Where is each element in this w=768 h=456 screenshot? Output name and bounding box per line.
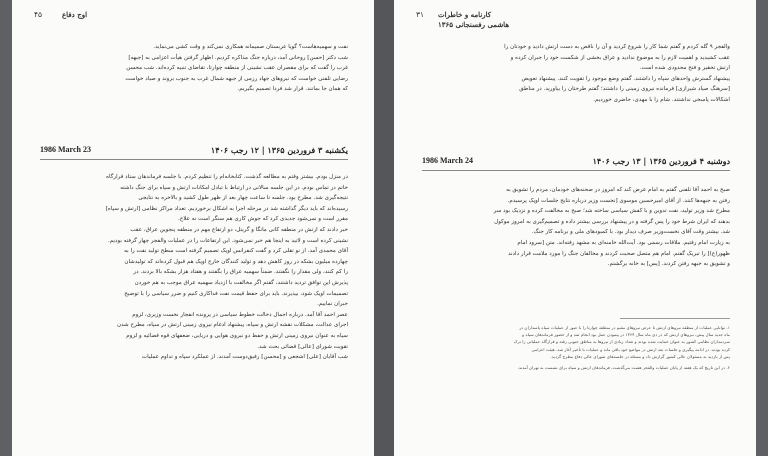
footnote-line: ۲. در این تاریخ که یک هفته از پایان عملیات والفجر هشت می‌گذشت، فرماندهان ارتش و سپاه برای نشست به تهران آمدند. [517, 364, 730, 370]
text-line: را کم کنند، ولی مقدار را نگفتند. ضمناً سهمیه عراق را بگفتند و هفتاد هزار بشکه بالا بردند. در [133, 269, 348, 276]
text-line: مطرح شد وزیر تولید، نفت تدوین و با کفش سیاسی ساخته شد؛ صبح به مخالفت کرده و نزدیک بود سر [493, 208, 730, 215]
left-page-number: ۴۵ [34, 10, 43, 19]
text-line: عصر احمد آقا آمد. درباره اجمال دخالت خطوط سیاسی در پرونده انفجار نخست وزیری، لزوم [132, 311, 348, 318]
text-line: پیشنهاد گسترش واحدهای سپاه را داشتند. گفتم وضع موجود را تقویت کنند. پیشنهاد تعویض [521, 75, 730, 82]
left-date-heading [40, 143, 348, 160]
date-persian: دوشنبه ۴ فروردین ۱۳۶۵ | ۱۳ رجب ۱۴۰۶ [592, 156, 730, 166]
text-line: نفت و سهمیه‌هاست؟ گویا عربستان صمیمانه همکاری نمی‌کند و وقت کشی می‌نماید. [153, 44, 348, 50]
text-line: شب دکتر [حسن] روحانی آمد، درباره جنگ مذاکره کردیم. اظهار گرفتن هیأت اعزامی به [جبهه] [128, 54, 348, 61]
text-line: والفجر ۹ گله کردم و گفتم شما کار را شروع کردید و آن را ناقص به دست ارتش دادید و خودتان را [504, 44, 730, 50]
left-body-text [40, 172, 348, 363]
text-line: شب آقایان [علی] اشجعی و [محسن] رفیق‌دوست آمدند. از عملکرد سپاه و تداوم عملیات [141, 354, 348, 361]
left-page-running-title: اوج دفاع [62, 10, 88, 19]
text-line: در منزل بودم. بیشتر وقتم به مطالعه گذشت. کتابخانه‌ام را تنظیم کردم. با جلسه فرماندهان ستاد قرارگاه [106, 174, 348, 180]
text-line: صبح به احمد آقا تلفنی گفتم به امام عرض کند که امروز در صحنه‌های خودمان، مردم را تشویق به [506, 187, 730, 193]
text-line: رسیده‌اند که باید دیگر گذاشته شد در مرحله اجرا به اشکال برخوردیم. تعداد مراکز نظامی [ارتش و سپاه] [105, 205, 348, 212]
text-line: جبران نماییم. [317, 301, 348, 308]
right-page-number: ۳۱ [416, 10, 425, 19]
text-line: عقب کشیدید و اهمیت لازم را به موضوع ندادید و عراق بخشی از شکست خود را جبران کرده و [510, 54, 730, 61]
text-line: اشکالات پاسخی نداشتند. شام را با مهدی، حاضری خوردیم. [593, 96, 730, 103]
left-page-header [34, 8, 352, 34]
footnote-line: کرده بودند. در ادامه پیگیری و جلسات بعد ارتش در مواضع خود باقی ماند و عملیات با تأخیر آغاز شد. هیئت اعزامی [531, 346, 730, 352]
text-line: نتیجه‌گیری شد. مطرح بود. جلسه تا ساعت چهار بعد از ظهر طول کشید و بالاخره به نتایجی [138, 195, 348, 202]
date-gregorian: 1986 March 23 [40, 145, 91, 154]
left-page [12, 0, 374, 456]
date-gregorian: 1986 March 24 [422, 156, 473, 165]
text-line: ظهور(ع)] را تبریک گفتم. امام هم متصل صحبت کردند و مخالفان جنگ را مورد ملامت قرار دادند [508, 250, 730, 257]
text-line: رفتن به جبهه‌ها کنند. از آقای امیرحسین موسوی [نخست وزیر درباره نتایج جلسات اوپک پرسیدم. [507, 197, 730, 204]
text-line: آقای محمدی آمد. از نو تقلی کرد و گفت کنفرانس اوپک تصمیم گرفته است سطح تولید نفت را به [124, 248, 348, 255]
text-line: پذیرش این توافق تردید داشتند، گفتم اگر مخالفت با ازدیاد سهمیه عراق موجب به هم خوردن [134, 279, 348, 286]
text-line: که همان جا بمانند. قرار شد فردا تصمیم بگیریم. [237, 86, 348, 93]
right-body-text [422, 185, 730, 270]
right-page-running-title: کارنامه و خاطرات [438, 10, 492, 19]
date-persian: یکشنبه ۳ فروردین ۱۳۶۵ | ۱۲ رجب ۱۴۰۶ [210, 145, 348, 155]
footnote-line: ۱. توانایی عملیات از منطقه نیروهای ارتش تا عرض نیروهای مقیم در منطقه چوارتا را با عبور از عملیات سپاه پاسداران در [519, 325, 730, 330]
text-line: خبر دادند که ارتش در منطقه کانی مانگا و گریتل، دو ارتفاع مهم در منطقه پنجوین عراق، عقب [130, 226, 348, 233]
right-page-running-subtitle: هاشمی رفسنجانی ۱۳۶۵ [438, 20, 510, 29]
text-line: تقویت شورای [عالی] قضائی بحث شد. [257, 343, 348, 350]
right-page-header [416, 8, 734, 34]
text-line: اجرای عدالت، مشکلات نقشه ارتش و سپاه، پیشنهاد ادغام نیروی زمینی ارتش در سپاه، مطرح شدن [117, 322, 348, 329]
footnotes [422, 324, 730, 371]
text-line: مقرر است و نمی‌شود جدیدی کرد که جوش کاری هم سنگر است نه علاج. [177, 216, 348, 223]
footnote-line: ماه جدید سال پیش، نیروهای ارتش که در دی ماه سال ۱۳۶۴ در پیمودن عمل بود انجام شد و از حضور فرماندهان سپاه و [522, 332, 730, 338]
text-line: رضایی تلفنی خواست که نیروهای جهاد رزمی از جبهه شمال غرب به جنوب بروند و صیاد خواست [125, 75, 348, 82]
text-line: بدهند که ایران شرط خود را پس گرفته و در پیشنهاد بررسی بیشتر داده و تصمیم‌گیری به امروز موکول [494, 218, 730, 225]
right-page [394, 0, 756, 456]
text-line: غرب را گفت که برای مقصران عقب نشینی از منطقه چوارتا، تقاضای تنبیه کرده‌اند. شب محسن [126, 65, 348, 72]
text-line: ارتش تحقیر و فتح محدودی شده است. [639, 65, 730, 72]
page-gutter [374, 0, 394, 456]
text-line: [سرهنگ صیاد شیرازی] فرمانده نیروی زمینی را داشتند؛ گفتم طرحتان را بیاورید. در مناطق [519, 86, 730, 93]
footnote-line: پس از بازدید به مسئولان عالی کشور گزارش داد و مسئله در جلسه‌های شورای عالی دفاع مطرح گردید. [550, 353, 730, 359]
footnote-line: سردمداران نظامی کشور به عنوان حمایت شده بودند و تعداد زیادی از نیروها به مناطق جنوبی رفته و قرارگاه عملیاتی را ترک [513, 339, 730, 345]
text-line: خاتم در تماس بودم. در این جلسه سالانی در ارتباط با تبادل امکانات ارتش و سپاه برای جنگ داشته [120, 184, 348, 191]
left-intro-paragraph [40, 42, 348, 95]
text-line: سپاه به عنوان نیروی زمینی ارتش و حفظ دو نیروی هوایی و دریایی، ضعفهای قوه قضائیه و لزوم [126, 332, 348, 339]
right-intro-paragraph [422, 42, 730, 106]
text-line: چهارده میلیون بشکه در روز کاهش دهد و تولید کنندگان خارج اوپک هم قبول کرده‌اند که تولیدشان [124, 258, 348, 265]
text-line: به زیارت امام رفتیم. ملاقات رسمی بود. آیت‌الله خامنه‌ای به مشهد رفته‌اند. متن [سرود امام [517, 239, 730, 246]
footnote-separator [620, 318, 730, 319]
text-line: شد. بیشتر وقت آقای نخست‌وزیر صرف دیدار بود. با کمبودهای ملی و برنامه کار جنگ. [531, 229, 730, 236]
right-date-heading [422, 154, 730, 171]
text-line: تصمیمات اوپک شود، بپذیرند. باید برای حفظ قیمت نفت فداکاری کنیم و ضرر سیاسی را با توضیح [124, 290, 348, 297]
text-line: و تشویق به جبهه رفتن کردند. [پس] به خانه برگشتم. [607, 261, 730, 268]
text-line: نشینی کرده است و لاتید به اینجا هم خبر نمی‌شود. این ارتفاعات را در عملیات والفجر چهار گرفته بودیم. [107, 237, 348, 244]
